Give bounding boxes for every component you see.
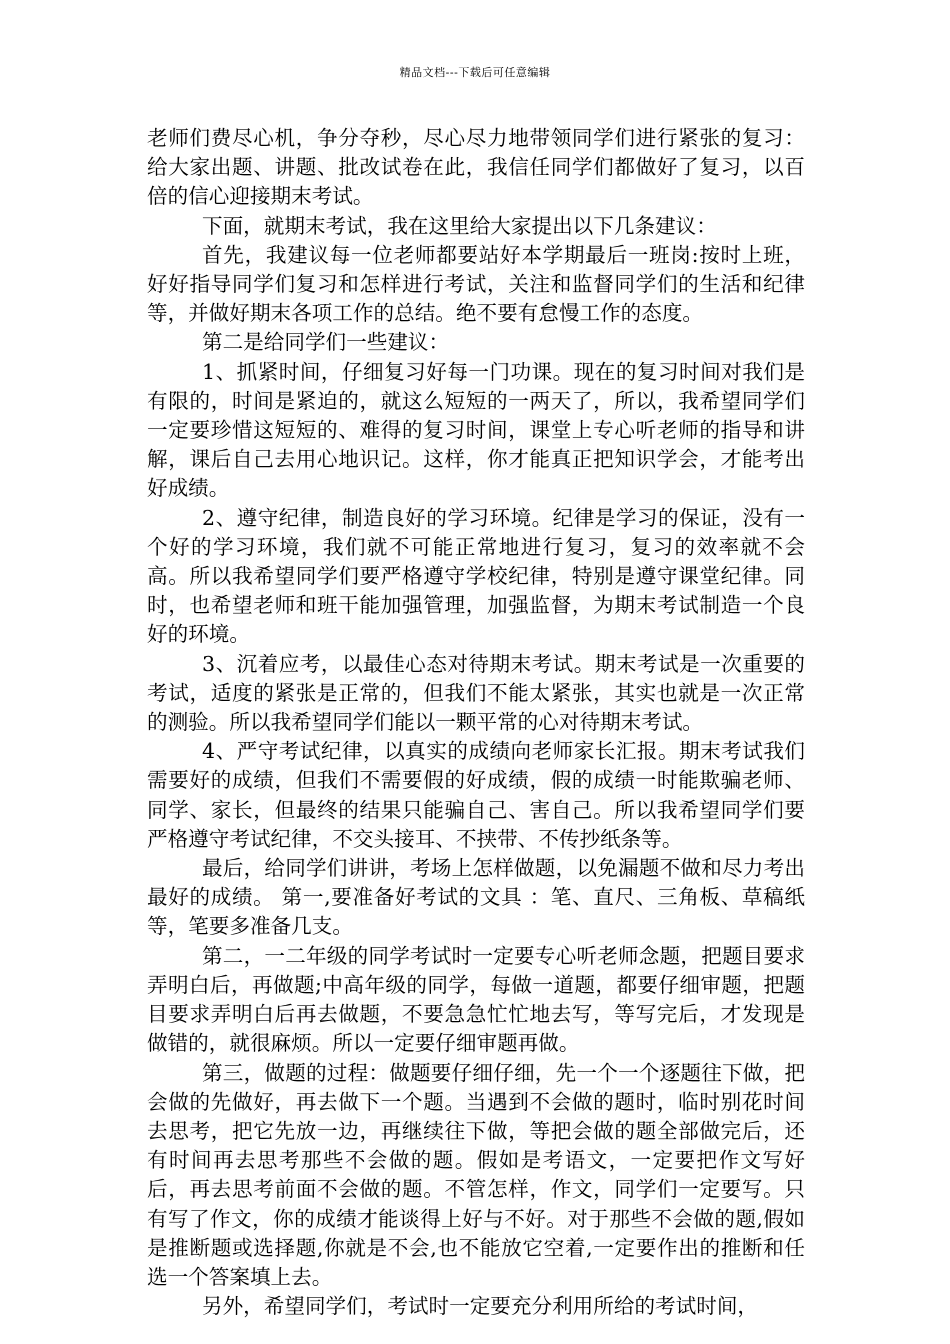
paragraph-intro: 老师们费尽心机，争分夺秒，尽心尽力地带领同学们进行紧张的复习：给大家出题、讲题、批改试卷在此，我信任同学们都做好了复习，以百倍的信心迎接期末考试。: [147, 126, 805, 209]
paragraph-suggestions-intro: 下面，就期末考试，我在这里给大家提出以下几条建议：: [202, 213, 717, 238]
paragraph-student-advice-heading: 第二是给同学们一些建议：: [202, 330, 450, 355]
paragraph-second-tip: 第二，一二年级的同学考试时一定要专心听老师念题，把题目要求弄明白后，再做题;中高年级的同学，每做一道题，都要仔细审题，把题目要求弄明白后再去做题，不要急急忙忙地去写，等写完后，才发现是做错的，就很麻烦。所以一定要仔细审题再做。: [147, 943, 805, 1056]
paragraph-point-4: 4、严守考试纪律，以真实的成绩向老师家长汇报。期末考试我们需要好的成绩，但我们不需要假的好成绩，假的成绩一时能欺骗老师、同学、家长，但最终的结果只能骗自己、害自己。所以我希望同学们要严格遵守考试纪律，不交头接耳、不挟带、不传抄纸条等。: [147, 739, 805, 851]
paragraph-third-tip: 第三，做题的过程：做题要仔细仔细，先一个一个逐题往下做，把会做的先做好，再去做下一个题。当遇到不会做的题时，临时别花时间去思考，把它先放一边，再继续往下做，等把会做的题全部做完后，还有时间再去思考那些不会做的题。假如是考语文，一定要把作文写好后，再去思考前面不会做的题。不管怎样，作文，同学们一定要写。只有写了作文，你的成绩才能谈得上好与不好。对于那些不会做的题,假如是推断题或选择题,你就是不会,也不能放它空着,一定要作出的推断和任选一个答案填上去。: [147, 1060, 805, 1289]
paragraph-additionally: 另外，希望同学们，考试时一定要充分利用所给的考试时间，: [202, 1294, 759, 1319]
paragraph-point-1: 1、抓紧时间，仔细复习好每一门功课。现在的复习时间对我们是有限的，时间是紧迫的，就这么短短的一两天了，所以，我希望同学们一定要珍惜这短短的、难得的复习时间，课堂上专心听老师的指导和讲解，课后自己去用心地识记。这样，你才能真正把知识学会，才能考出好成绩。: [147, 359, 805, 501]
paragraph-teacher-advice: 首先，我建议每一位老师都要站好本学期最后一班岗:按时上班，好好指导同学们复习和怎样进行考试，关注和监督同学们的生活和纪律等，并做好期末各项工作的总结。绝不要有怠慢工作的态度。: [147, 242, 805, 326]
document-body: [147, 124, 805, 1321]
paragraph-point-2: 2、遵守纪律，制造良好的学习环境。纪律是学习的保证，没有一个好的学习环境，我们就不可能正常地进行复习，复习的效率就不会高。所以我希望同学们要严格遵守学校纪律，特别是遵守课堂纪律。同时，也希望老师和班干能加强管理，加强监督，为期末考试制造一个良好的环境。: [147, 505, 805, 647]
page-header: 精品文档---下载后可任意编辑: [399, 66, 551, 79]
paragraph-finally: 最后，给同学们讲讲，考场上怎样做题，以免漏题不做和尽力考出最好的成绩。 第一,要准备好考试的文具 ：笔、直尺、三角板、草稿纸等，笔要多准备几支。: [147, 856, 805, 939]
paragraph-point-3: 3、沉着应考，以最佳心态对待期末考试。期末考试是一次重要的考试，适度的紧张是正常的，但我们不能太紧张，其实也就是一次正常的测验。所以我希望同学们能以一颗平常的心对待期末考试。: [147, 651, 805, 735]
